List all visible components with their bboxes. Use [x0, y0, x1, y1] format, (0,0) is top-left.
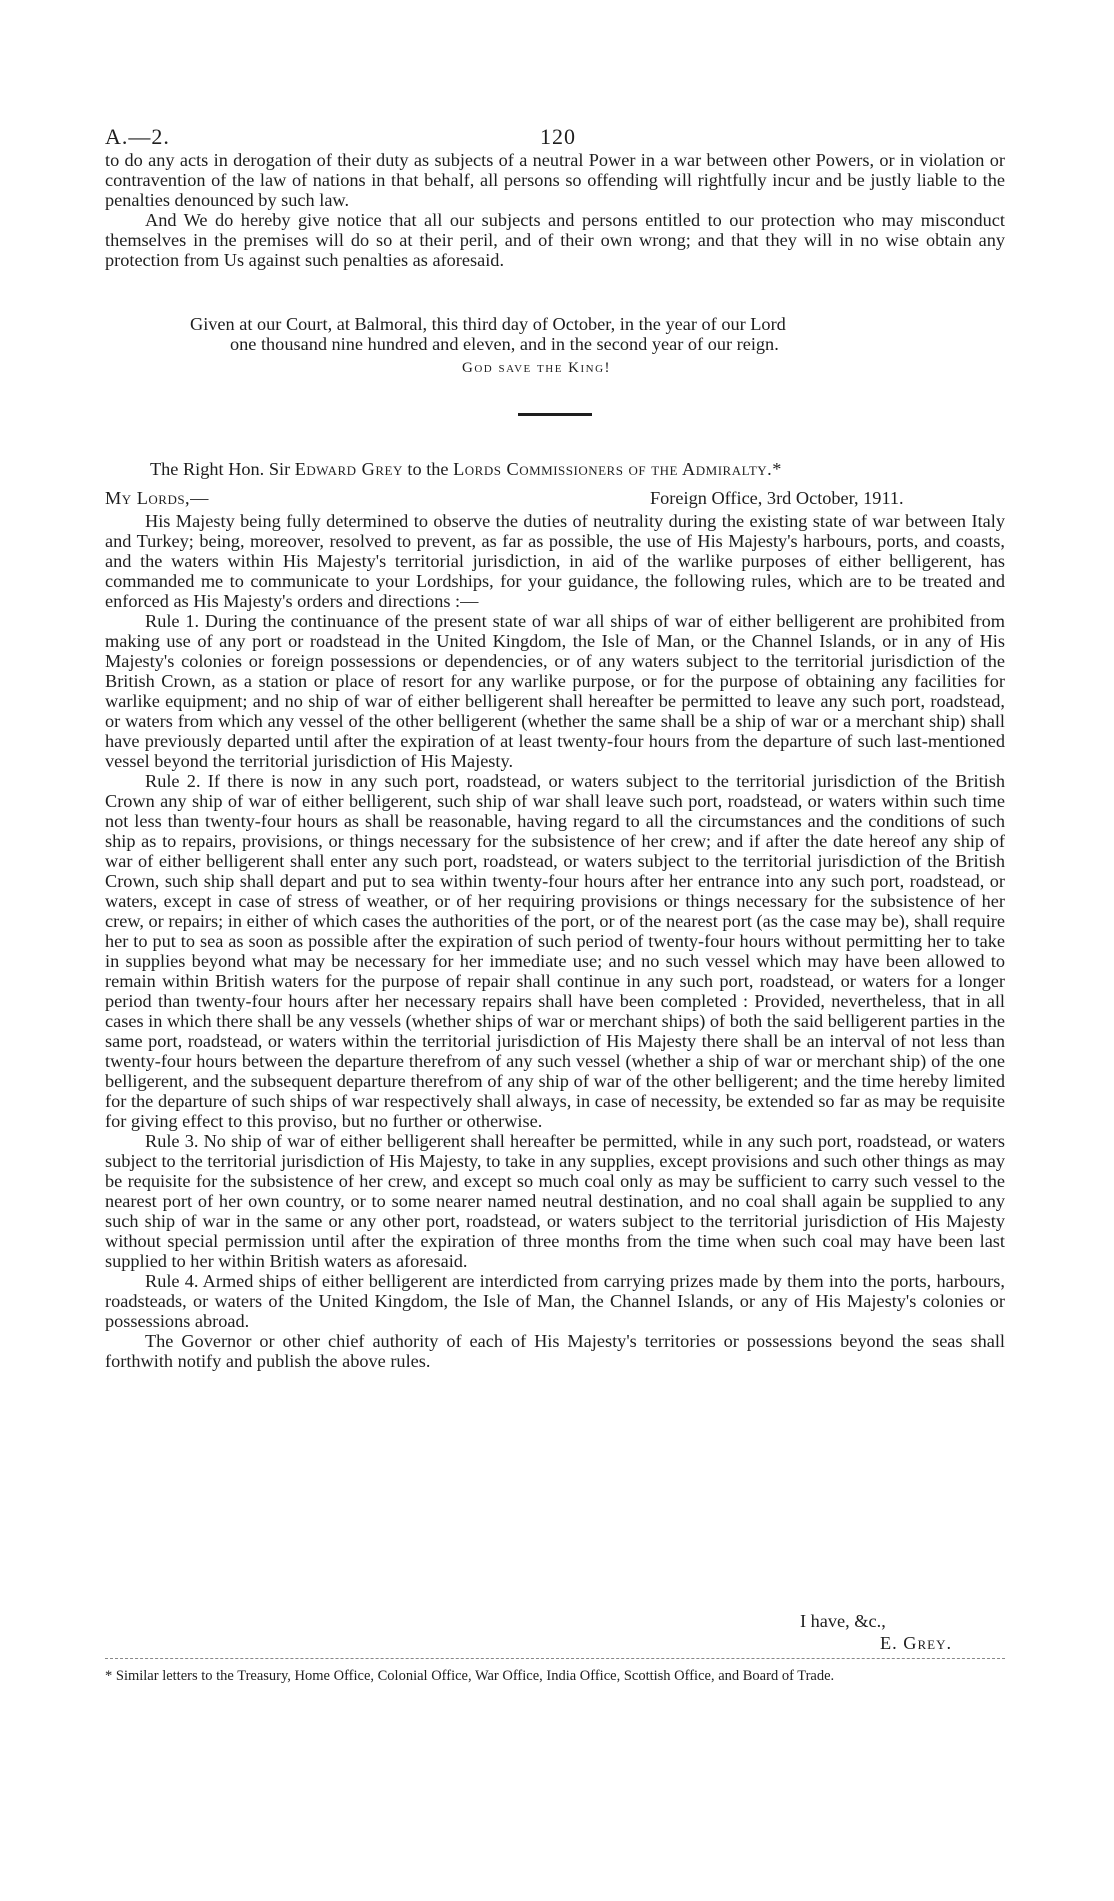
- paragraph: And We do hereby give notice that all our subjects and persons entitled to our protection who may misconduct themselves in the premises will do so at their peril, and of their own wrong; and that they will in no wise obtain any protection from Us against such penalties as aforesaid.: [105, 210, 1005, 270]
- footnote: * Similar letters to the Treasury, Home Office, Colonial Office, War Office, India Office, Scottish Office, and Board of Trade.: [105, 1668, 835, 1684]
- given-line-1: Given at our Court, at Balmoral, this third day of October, in the year of our Lord: [190, 314, 786, 334]
- letter-address: [150, 459, 782, 479]
- salutation-text: My Lords,—: [105, 488, 209, 508]
- paragraph: to do any acts in derogation of their duty as subjects of a neutral Power in a war between other Powers, or in violation or contravention of the law of nations in that behalf, all persons so offending will rightfully incur and be justly liable to the penalties denounced by such law.: [105, 150, 1005, 210]
- address-mid: to the: [402, 459, 454, 479]
- signoff: [800, 1610, 952, 1654]
- page-series: A.—2.: [105, 124, 170, 149]
- rule-2: Rule 2. If there is now in any such port, roadstead, or waters subject to the territorial jurisdiction of the British Crown any ship of war of either belligerent, such ship of war shall leave such port, roadstead, or waters within such time not less than twenty-four hours as shall be reasonable, having regard to all the circumstances and the conditions of such ship as to repairs, provisions, or things necessary for the subsistence of her crew; and if after the date hereof any ship of war of either belligerent shall enter any such port, roadstead, or waters subject to the territorial jurisdiction of the British Crown, such ship shall depart and put to sea within twenty-four hours after her entrance into any such port, roadstead, or waters, except in case of stress of weather, or of her requiring provisions or things necessary for the subsistence of her crew, or repairs; in either of which cases the authorities of the port, or of the nearest port (as the case may be), shall require her to put to sea as soon as possible after the expiration of such period of twenty-four hours without permitting her to take in supplies beyond what may be necessary for her immediate use; and no such vessel which may have been allowed to remain within British waters for the purpose of repair shall continue in any such port, roadstead, or waters for a longer period than twenty-four hours after her necessary repairs shall have been completed : Provided, nevertheless, that in all cases in which there shall be any vessels (whether ships of war or merchant ships) of both the said belligerent parties in the same port, roadstead, or waters within the territorial jurisdiction of His Majesty there shall be an interval of not less than twenty-four hours between the departure therefrom of any such vessel (whether a ship of war or merchant ship) of the one belligerent, and the subsequent departure therefrom of any ship of war of the other belligerent; and the time hereby limited for the departure of such ships of war respectively shall always, in case of necessity, be extended so far as may be requisite for giving effect to this proviso, but no further or otherwise.: [105, 771, 1005, 1131]
- closing-paragraph: The Governor or other chief authority of each of His Majesty's territories or possessions beyond the seas shall forthwith notify and publish the above rules.: [105, 1331, 1005, 1371]
- section-divider: [518, 413, 592, 416]
- signoff-text: I have, &c.,: [800, 1611, 886, 1631]
- proclamation-end: [105, 150, 1005, 270]
- footnote-divider: [105, 1658, 1005, 1659]
- given-at-court: [190, 314, 1010, 354]
- address-prefix: The Right Hon. Sir: [150, 459, 295, 479]
- signature: E. Grey.: [880, 1633, 953, 1653]
- recipient: Lords Commissioners of the Admiralty.*: [453, 459, 782, 479]
- given-line-2: one thousand nine hundred and eleven, and in the second year of our reign.: [230, 334, 779, 354]
- intro-paragraph: His Majesty being fully determined to observe the duties of neutrality during the existing state of war between Italy and Turkey; being, moreover, resolved to prevent, as far as possible, the use of His Majesty's harbours, ports, and coasts, and the waters within His Majesty's territorial jurisdiction, in aid of the warlike purposes of either belligerent, has commanded me to communicate to your Lordships, for your guidance, the following rules, which are to be treated and enforced as His Majesty's orders and directions :—: [105, 511, 1005, 611]
- page-number: 120: [540, 124, 576, 149]
- sender-name: Edward Grey: [294, 459, 403, 479]
- salutation: [105, 488, 209, 509]
- letter-body: [105, 511, 1005, 1371]
- god-save-the-king: God save the King!: [462, 360, 612, 376]
- rule-1: Rule 1. During the continuance of the present state of war all ships of war of either belligerent are prohibited from making use of any port or roadstead in the United Kingdom, the Isle of Man, or the Channel Islands, or in any of His Majesty's colonies or foreign possessions or dependencies, or of any waters subject to the territorial jurisdiction of the British Crown, as a station or place of resort for any warlike purpose, or for the purpose of obtaining any facilities for warlike equipment; and no ship of war of either belligerent shall hereafter be permitted to leave any such port, roadstead, or waters from which any vessel of the other belligerent (whether the same shall be a ship of war or a merchant ship) shall have previously departed until after the expiration of at least twenty-four hours from the departure of such last-mentioned vessel beyond the territorial jurisdiction of His Majesty.: [105, 611, 1005, 771]
- rule-3: Rule 3. No ship of war of either belligerent shall hereafter be permitted, while in any such port, roadstead, or waters subject to the territorial jurisdiction of His Majesty, to take in any supplies, except provisions and such other things as may be requisite for the subsistence of her crew, and except so much coal only as may be sufficient to carry such vessel to the nearest port of her own country, or to some nearer named neutral destination, and no coal shall again be supplied to any such ship of war in the same or any other port, roadstead, or waters subject to the territorial jurisdiction of His Majesty without special permission until after the expiration of three months from the time when such coal may have been last supplied to her within British waters as aforesaid.: [105, 1131, 1005, 1271]
- dateline: Foreign Office, 3rd October, 1911.: [650, 488, 904, 508]
- rule-4: Rule 4. Armed ships of either belligerent are interdicted from carrying prizes made by them into the ports, harbours, roadsteads, or waters of the United Kingdom, the Isle of Man, the Channel Islands, or any of His Majesty's colonies or possessions abroad.: [105, 1271, 1005, 1331]
